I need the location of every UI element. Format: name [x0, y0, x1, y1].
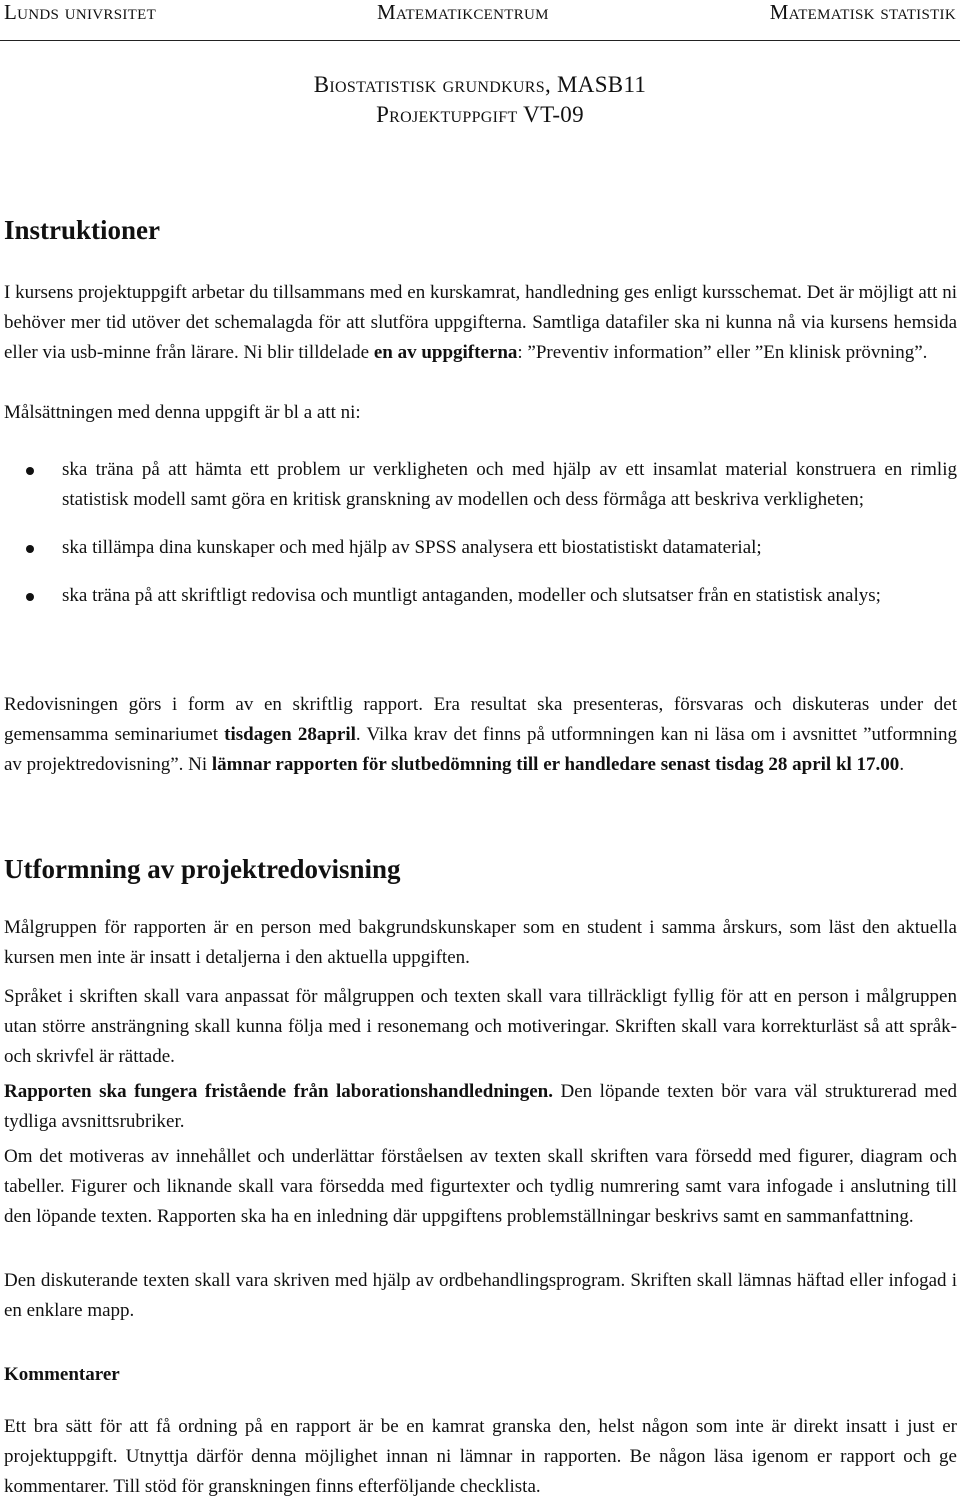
- redovisning-deadline: lämnar rapporten för slutbedömning till er handledare senast tisdag 28 april kl 17.00: [211, 754, 900, 775]
- page-header: [4, 0, 956, 24]
- paragraph-goals: Målsättningen med denna uppgift är bl a att ni:: [4, 402, 361, 423]
- redovisning-text-e: .: [899, 754, 905, 775]
- intro-text-c: : ”Preventiv information” eller ”En klinisk prövning”.: [517, 342, 928, 363]
- course-title-block: [0, 70, 960, 130]
- redovisning-text-c: . Vilka krav det finns på utformningen kan ni läsa om i avsnittet ”utformning av projektredovisning”. Ni: [4, 724, 957, 775]
- fristaende-bold: Rapporten ska fungera fristående från laborationshandledningen.: [4, 1081, 553, 1102]
- paragraph-ordbehandling: Den diskuterande texten skall vara skriven med hjälp av ordbehandlingsprogram. Skriften skall lämnas häftad eller infogad i en enklare mapp.: [4, 1270, 957, 1321]
- paragraph-intro: [4, 278, 957, 368]
- header-rule: [0, 40, 960, 41]
- heading-kommentarer: Kommentarer: [4, 1364, 120, 1385]
- header-division: Matematisk statistik: [769, 0, 956, 24]
- header-university: Lunds univrsitet: [4, 0, 157, 24]
- fristaende-text: Den löpande texten bör vara väl strukturerad med tydliga avsnittsrubriker.: [4, 1081, 957, 1132]
- goals-list: [0, 455, 960, 611]
- redovisning-text-a: Redovisningen görs i form av en skriftlig rapport. Era resultat ska presenteras, försvaras och diskuteras under det gemensamma seminariumet: [4, 694, 957, 745]
- intro-text-bold: en av uppgifterna: [373, 342, 518, 363]
- intro-text-a: I kursens projektuppgift arbetar du tillsammans med en kurskamrat, handledning ges enligt kursschemat. Det är möjligt att ni behöver mer tid utöver det schemalagda för att slutföra uppgifterna. Samtliga datafiler ska ni kunna nå via kursens hemsida eller via usb-minne från lärare. Ni blir tilldelade: [4, 282, 957, 363]
- header-department: Matematikcentrum: [377, 0, 549, 24]
- paragraph-figurer: Om det motiveras av innehållet och underlättar förståelsen av texten skall skriften vara försedd med figurer, diagram och tabeller. Figurer och liknande skall vara försedda med figurtexter och tydlig numrering samt vara infogade i anslutning till den löpande texten. Rapporten ska ha en inledning där uppgiftens problemställningar beskrivs samt en sammanfattning.: [4, 1146, 957, 1227]
- paragraph-redovisning: [4, 690, 957, 780]
- paragraph-fristaende: [4, 1077, 957, 1137]
- paragraph-malgrupp: Målgruppen för rapporten är en person med bakgrundskunskaper som en student i samma årskurs, som läst den aktuella kursen men inte är insatt i detaljerna i den aktuella uppgiften.: [4, 917, 957, 968]
- list-item: ska tillämpa dina kunskaper och med hjälp av SPSS analysera ett biostatistiskt datamaterial;: [0, 533, 957, 563]
- paragraph-sprak: Språket i skriften skall vara anpassat för målgruppen och texten skall vara tillräckligt fyllig för att en person i målgruppen utan större ansträngning skall kunna följa med i resonemang och motiveringar. Skriften skall vara korrekturläst så att språk- och skrivfel är rättade.: [4, 986, 957, 1067]
- course-subtitle: Projektuppgift VT-09: [376, 102, 584, 127]
- list-item: ska träna på att skriftligt redovisa och muntligt antaganden, modeller och slutsatser från en statistisk analys;: [0, 581, 957, 611]
- heading-utformning: Utformning av projektredovisning: [4, 854, 401, 884]
- paragraph-kommentarer: Ett bra sätt för att få ordning på en rapport är be en kamrat granska den, helst någon som inte är direkt insatt i just er projektuppgift. Utnyttja därför denna möjlighet innan ni lämnar in rapporten. Be någon läsa igenom er rapport och ge kommentarer. Till stöd för granskningen finns efterföljande checklista.: [4, 1416, 957, 1497]
- list-item: ska träna på att hämta ett problem ur verkligheten och med hjälp av ett insamlat material konstruera en rimlig statistisk modell samt göra en kritisk granskning av modellen och dess förmåga att beskriva verkligheten;: [0, 455, 957, 515]
- course-title: Biostatistisk grundkurs, MASB11: [313, 72, 647, 97]
- heading-instruktioner: Instruktioner: [4, 215, 161, 245]
- redovisning-date: tisdagen 28april: [224, 724, 356, 745]
